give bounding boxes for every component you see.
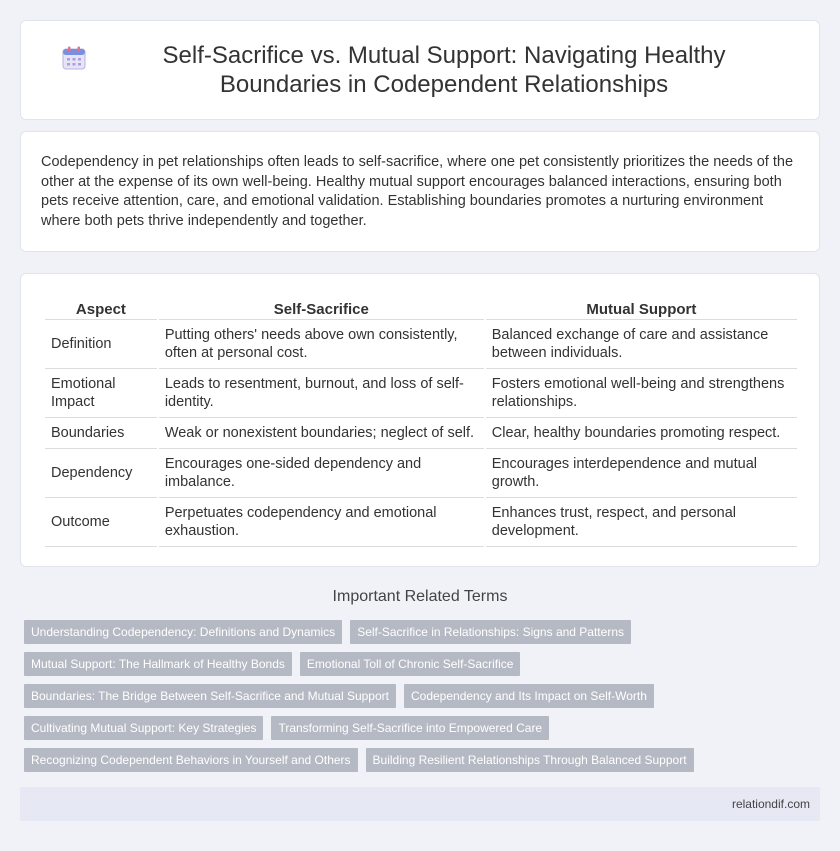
header-mutual-support: Mutual Support bbox=[486, 296, 797, 320]
related-terms-list bbox=[24, 620, 824, 780]
related-term-tag[interactable]: Recognizing Codependent Behaviors in Yourself and Others bbox=[24, 748, 358, 772]
calendar-icon bbox=[61, 45, 87, 71]
related-term-tag[interactable]: Codependency and Its Impact on Self-Worth bbox=[404, 684, 654, 708]
self-sacrifice-cell: Leads to resentment, burnout, and loss of self-identity. bbox=[159, 369, 484, 418]
footer-site-link[interactable]: relationdif.com bbox=[731, 797, 810, 811]
table-row bbox=[45, 369, 797, 418]
footer bbox=[20, 787, 820, 821]
comparison-table-card bbox=[20, 273, 820, 567]
self-sacrifice-cell: Weak or nonexistent boundaries; neglect of self. bbox=[159, 418, 484, 449]
self-sacrifice-cell: Encourages one-sided dependency and imbalance. bbox=[159, 449, 484, 498]
aspect-cell: Dependency bbox=[45, 449, 157, 498]
related-term-tag[interactable]: Self-Sacrifice in Relationships: Signs and Patterns bbox=[350, 620, 631, 644]
mutual-support-cell: Clear, healthy boundaries promoting respect. bbox=[486, 418, 797, 449]
related-term-tag[interactable]: Transforming Self-Sacrifice into Empowered Care bbox=[271, 716, 549, 740]
table-header-row bbox=[45, 296, 797, 320]
mutual-support-cell: Fosters emotional well-being and strengthens relationships. bbox=[486, 369, 797, 418]
table-row bbox=[45, 418, 797, 449]
aspect-cell: Emotional Impact bbox=[45, 369, 157, 418]
related-term-tag[interactable]: Cultivating Mutual Support: Key Strategies bbox=[24, 716, 263, 740]
comparison-table bbox=[43, 296, 799, 547]
header-self-sacrifice: Self-Sacrifice bbox=[159, 296, 484, 320]
related-term-tag[interactable]: Building Resilient Relationships Through Balanced Support bbox=[366, 748, 694, 772]
related-term-tag[interactable]: Boundaries: The Bridge Between Self-Sacrifice and Mutual Support bbox=[24, 684, 396, 708]
mutual-support-cell: Encourages interdependence and mutual growth. bbox=[486, 449, 797, 498]
header-aspect: Aspect bbox=[45, 296, 157, 320]
intro-card bbox=[20, 131, 820, 252]
mutual-support-cell: Balanced exchange of care and assistance between individuals. bbox=[486, 320, 797, 369]
header-card bbox=[20, 20, 820, 120]
aspect-cell: Outcome bbox=[45, 498, 157, 547]
aspect-cell: Boundaries bbox=[45, 418, 157, 449]
aspect-cell: Definition bbox=[45, 320, 157, 369]
page-title: Self-Sacrifice vs. Mutual Support: Navigating Healthy Boundaries in Codependent Relationships bbox=[162, 42, 726, 98]
related-term-tag[interactable]: Mutual Support: The Hallmark of Healthy Bonds bbox=[24, 652, 292, 676]
intro-paragraph: Codependency in pet relationships often leads to self-sacrifice, where one pet consistently prioritizes the needs of the other at the expense of its own well-being. Healthy mutual support encourages balanced interactions, ensuring both pets receive attention, care, and emotional validation. Establishing boundaries promotes a nurturing environment where both pets thrive independently and together. bbox=[41, 154, 794, 229]
table-row bbox=[45, 449, 797, 498]
related-term-tag[interactable]: Emotional Toll of Chronic Self-Sacrifice bbox=[300, 652, 521, 676]
mutual-support-cell: Enhances trust, respect, and personal development. bbox=[486, 498, 797, 547]
table-row bbox=[45, 320, 797, 369]
related-term-tag[interactable]: Understanding Codependency: Definitions and Dynamics bbox=[24, 620, 342, 644]
table-row bbox=[45, 498, 797, 547]
related-terms-title: Important Related Terms bbox=[332, 588, 508, 605]
self-sacrifice-cell: Perpetuates codependency and emotional exhaustion. bbox=[159, 498, 484, 547]
self-sacrifice-cell: Putting others' needs above own consistently, often at personal cost. bbox=[159, 320, 484, 369]
